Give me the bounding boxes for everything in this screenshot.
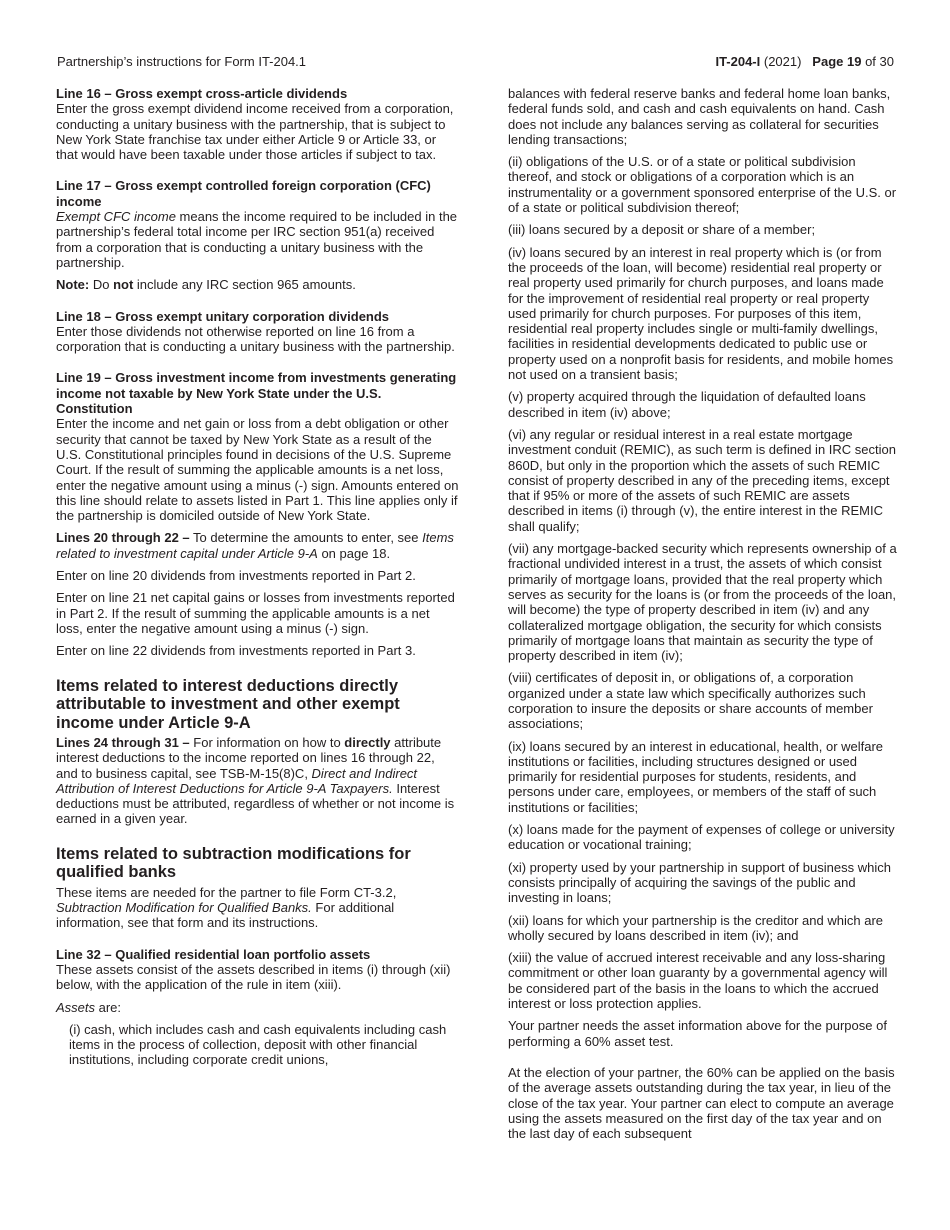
line-19-heading: Line 19 – Gross investment income from investments generating income not taxable by New York State under the U.S. Constitution: [56, 370, 457, 417]
lines-24-31-ref: Direct and Indirect Attribution of Interest Deductions for Article 9-A Taxpayers.: [56, 765, 418, 796]
running-header-left: Partnership’s instructions for Form IT-204.1: [57, 54, 307, 69]
qualified-banks-text: [56, 885, 459, 931]
line-32-text: These assets consist of the assets described in items (i) through (xii) below, with the application of the rule in item (xiii).: [56, 961, 451, 993]
line-18-text: Enter those dividends not otherwise reported on line 16 from a corporation that is conducting a unitary business with the partnership.: [56, 323, 455, 355]
lines-24-31-c: Interest deductions must be attributed, regardless of whether or not income is earned in a given year.: [56, 780, 455, 827]
line-16-heading: Line 16 – Gross exempt cross-article dividends: [56, 86, 348, 101]
assets-rest: are:: [95, 999, 122, 1015]
line-16-text: Enter the gross exempt dividend income received from a corporation, conducting a unitary business with the partnership, that is subject to New York State franchise tax under either Article 9 or Article 33, or that would have been taxable under those articles if subject to tax.: [56, 101, 454, 163]
lines-20-22-intro: [56, 530, 459, 561]
lines-24-31-label: Lines 24 through 31 –: [56, 735, 190, 750]
item-i: (i) cash, which includes cash and cash equivalents including cash items in the process of collection, deposit with other financial institutions, including corporate credit unions,: [69, 1021, 447, 1068]
asset-test-text: Your partner needs the asset information above for the purpose of performing a 60% asset test.: [508, 1018, 887, 1049]
assets-term: Assets: [56, 999, 96, 1015]
item-v: (v) property acquired through the liquidation of defaulted loans described in item (iv) above;: [508, 389, 866, 420]
lines-24-31-a: For information on how to: [189, 735, 345, 750]
note-not: not: [113, 277, 134, 293]
note-label: Note:: [56, 277, 90, 293]
note-a: Do: [89, 277, 114, 293]
left-column: [56, 86, 459, 1075]
line-18-heading: Line 18 – Gross exempt unitary corporation dividends: [56, 308, 390, 324]
term-exempt-cfc: Exempt CFC income: [56, 209, 176, 225]
line-32-heading: Line 32 – Qualified residential loan portfolio assets: [56, 946, 371, 962]
item-vi: (vi) any regular or residual interest in a real estate mortgage investment conduit (REMIC), as such term is defined in IRC section 860D, but only in the proportion which the assets of such REMIC consist of property described in any of the preceding items, except that if 95% or more of the assets of such REMIC are assets described in items (i) through (v), the entire interest in the REMIC shall qualify;: [508, 426, 896, 534]
line-17-heading: Line 17 – Gross exempt controlled foreign corporation (CFC) income: [56, 178, 431, 209]
item-iii: (iii) loans secured by a deposit or share of a member;: [508, 222, 816, 238]
qualified-banks-b: For additional information, see that form and its instructions.: [56, 900, 395, 931]
page-number: Page 19: [812, 54, 862, 69]
form-number: IT-204-I: [715, 54, 761, 69]
right-column: [508, 86, 898, 1148]
item-xiii: (xiii) the value of accrued interest receivable and any loss-sharing commitment or other loan guaranty by a governmental agency will be considered part of the basis in the loans to which the accrued interest or loss protection applies.: [508, 950, 888, 1012]
line-21-text: Enter on line 21 net capital gains or losses from investments reported in Part 2. If the result of summing the applicable amounts is a net loss, enter the negative amount using a minus (-) sign.: [56, 590, 455, 636]
election-text: At the election of your partner, the 60% can be applied on the basis of the average assets outstanding during the tax year, in lieu of the close of the tax year. Your partner can elect to compute an average using the assets measured on the first day of the tax year and on the last day of each subsequent: [508, 1064, 895, 1142]
running-header-right: [715, 54, 894, 69]
item-xii: (xii) loans for which your partnership is the creditor and which are wholly secured by loans described in item (iv); and: [508, 912, 884, 943]
line-17-body: means the income required to be included in the partnership’s federal total income per IRC section 951(a) received from a corporation that is conducting a unitary business with the partnership.: [56, 209, 458, 270]
lines-20-22-a: To determine the amounts to enter, see: [189, 530, 423, 546]
lines-20-22-label: Lines 20 through 22 –: [56, 530, 190, 546]
section-qualified-banks-heading: Items related to subtraction modifications for qualified banks: [56, 844, 411, 882]
assets-intro: [56, 1000, 459, 1015]
item-xi: (xi) property used by your partnership in support of business which consists principally of acquiring the savings of the public and investing in loans;: [508, 859, 891, 906]
lines-24-31-text: [56, 735, 459, 827]
qualified-banks-a: These items are needed for the partner to file Form CT-3.2,: [56, 884, 397, 900]
qualified-banks-ref: Subtraction Modification for Qualified Banks.: [56, 900, 312, 916]
lines-20-22-b: on page 18.: [317, 545, 391, 561]
lines-20-22-ref: Items related to investment capital under Article 9-A: [56, 530, 454, 561]
item-ix: (ix) loans secured by an interest in educational, health, or welfare institutions or facilities, including structures designed or used primarily for residential purposes for students, residents, and persons under care, employees, or members of the staff of such institutions or facilities;: [508, 738, 884, 815]
line-20-text: Enter on line 20 dividends from investments reported in Part 2.: [56, 568, 416, 584]
page-total: of 30: [865, 54, 894, 69]
lines-24-31-b: attribute interest deductions to the income reported on lines 16 through 22, and to business capital, see TSB-M-15(8)C,: [56, 735, 442, 781]
section-interest-deductions-heading: Items related to interest deductions directly attributable to investment and other exempt income under Article 9-A: [56, 676, 400, 732]
item-viii: (viii) certificates of deposit in, or obligations of, a corporation organized under a state law which specifically authorizes such corporation to insure the deposits or share accounts of member associations;: [508, 670, 873, 732]
line-19-text: Enter the income and net gain or loss from a debt obligation or other security that cannot be taxed by New York State as a result of the U.S. Constitutional principles found in decisions of the U.S. Supreme Court. If the result of summing the applicable amounts is a net loss, enter the negative amount using a minus (-) sign. Amounts entered on this line should relate to assets listed in Part 1. This line applies only if the partnership is domiciled outside of New York State.: [56, 416, 459, 524]
item-ii: (ii) obligations of the U.S. or of a state or political subdivision thereof, and stock or obligations of a corporation which is an instrumentality or a government sponsored enterprise of the U.S. or of a state or political subdivision thereof;: [508, 154, 897, 216]
item-i-continued: balances with federal reserve banks and federal home loan banks, federal funds sold, and cash and cash equivalents on hand. Cash does not include any balances serving as collateral for securities lending transactions;: [508, 86, 891, 147]
line-17-note: [56, 277, 459, 292]
item-iv: (iv) loans secured by an interest in real property which is (or from the proceeds of the loan, will become) residential real property or real property used primarily for church purposes, and loans made for the improvement of residential real property or real property used primarily for church purposes. For purposes of this item, residential real property includes single or multi-family dwellings, facilities in residential developments dedicated to public use or property used on a nonprofit basis for residents, and mobile homes not used on a transient basis;: [508, 244, 894, 383]
item-x: (x) loans made for the payment of expenses of college or university education or vocational training;: [508, 822, 895, 853]
line-17-text: [56, 209, 459, 270]
lines-24-31-directly: directly: [344, 735, 391, 750]
note-b: include any IRC section 965 amounts.: [133, 277, 356, 293]
item-vii: (vii) any mortgage-backed security which represents ownership of a fractional undivided interest in a trust, the assets of which consist primarily of mortgage loans, provided that the real property which serves as security for the loans is (or from the proceeds of the loan, will become) the type of property described in item (iv) and any collateralized mortgage obligation, the security for which consists primarily of mortgage loans that maintain as security the type of property described in item (iv);: [508, 541, 897, 664]
form-year: (2021): [763, 54, 802, 69]
line-22-text: Enter on line 22 dividends from investments reported in Part 3.: [56, 643, 416, 659]
